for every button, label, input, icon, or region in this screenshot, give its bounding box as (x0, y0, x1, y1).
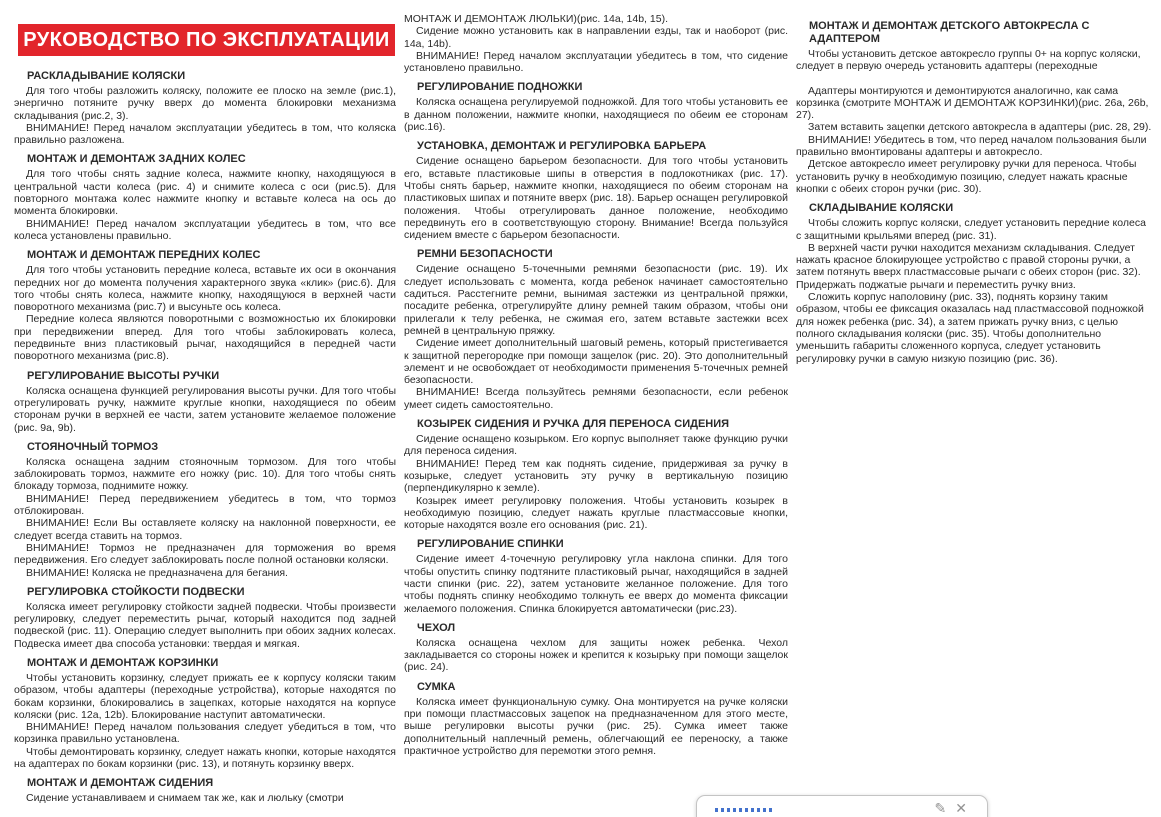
paragraph-gap (796, 73, 1153, 85)
paragraph: Чтобы установить корзинку, следует прижать ее к корпусу коляски таким образом, чтобы адаптеры (переходные устройства), которые находятся по бокам корзинки, блокировались в зацепках, которые находятся на корпусе коляски (рис. 12a, 12b). Блокирование наступит автоматически. (14, 671, 396, 721)
paragraph: Затем вставить зацепки детского автокресла в адаптеры (рис. 28, 29). (808, 121, 1152, 134)
paragraph: ВНИМАНИЕ! Перед началом эксплуатации убедитесь в том, что коляска правильно разложена. (14, 121, 396, 147)
section-heading: МОНТАЖ И ДЕМОНТАЖ СИДЕНИЯ (27, 777, 214, 790)
paragraph: Сидение оснащено козырьком. Его корпус выполняет также функцию ручки для переноса сидения. (404, 433, 788, 458)
paragraph: Сидение устанавливаем и снимаем так же, как и люльку (смотри (26, 792, 344, 805)
paragraph: Для того чтобы разложить коляску, положите ее плоско на земле (рис.1), энергично потяните ручку вверх до момента блокировки механизма складывания (рис.2, 3). (14, 85, 396, 122)
column-1 (14, 0, 396, 805)
paragraph: ВНИМАНИЕ! Тормоз не предназначен для торможения во время передвижения. Его следует заблокировать после полной остановки коляски. (14, 541, 396, 567)
paragraph: Адаптеры монтируются и демонтируются аналогично, как сама корзинка (смотрите МОНТАЖ И ДЕМОНТАЖ КОРЗИНКИ)(рис. 26a, 26b, 27). (796, 84, 1149, 122)
paragraph: Чтобы демонтировать корзинку, следует нажать кнопки, которые находятся на адаптерах по бокам корзинки (рис. 13), и потянуть корзинку вверх. (14, 745, 396, 771)
paragraph: Коляска оснащена регулируемой подножкой. Для того чтобы установить ее в данном положении, нажмите кнопки, находящиеся по обеим ее сторонам (рис.16). (404, 96, 788, 134)
popup-link-text-clipped[interactable] (715, 808, 773, 812)
paragraph: Чтобы установить детское автокресло группы 0+ на корпус коляски, следует в первую очередь установить адаптеры (переходные (796, 48, 1141, 73)
paragraph: Коляска оснащена чехлом для защиты ножек ребенка. Чехол закладывается со стороны ножек и крепится к козырьку при помощи защелок (рис. 24). (404, 636, 788, 674)
section-heading: РЕМНИ БЕЗОПАСНОСТИ (417, 248, 553, 261)
column-3 (796, 0, 1153, 365)
paragraph: Детское автокресло имеет регулировку ручки для переноса. Чтобы установить ручку в необходимую позицию, следует нажать красные кнопки с обеих сторон ручки (рис. 30). (796, 158, 1137, 195)
paragraph: Коляска оснащена задним стояночным тормозом. Для того чтобы заблокировать тормоз, нажмите его ножку (рис. 10). Для того чтобы снять блокаду тормоза, поднимите ножку. (14, 455, 396, 493)
paragraph: Чтобы сложить корпус коляски, следует установить передние колеса с защитными крыльями вперед (рис. 31). (796, 217, 1146, 242)
manual-title-banner (18, 24, 395, 56)
section-heading: МОНТАЖ И ДЕМОНТАЖ ПЕРЕДНИХ КОЛЕС (27, 249, 261, 262)
paragraph: Сидение имеет 4-точечную регулировку угла наклона спинки. Для того чтобы опустить спинку подтяните пластиковый рычаг, находящийся в задней части спинки (рис. 22), затем установите желанное положение. Для того чтобы поднять спинку необходимо толкнуть ее вверх до момента фиксации желаемого положения. Спинка блокируется автоматически (рис.23). (404, 553, 788, 615)
section-heading: РЕГУЛИРОВАНИЕ СПИНКИ (417, 538, 564, 551)
paragraph: ВНИМАНИЕ! Перед началом эксплуатации убедитесь в том, что сидение установлено правильно. (404, 49, 788, 75)
section-heading: СТОЯНОЧНЫЙ ТОРМОЗ (27, 440, 159, 453)
section-heading: МОНТАЖ И ДЕМОНТАЖ ЗАДНИХ КОЛЕС (27, 153, 246, 166)
paragraph: Для того чтобы установить передние колеса, вставьте их оси в окончания передних ног до момента получения характерного звука «клик» (рис.6). Для того чтобы снять колеса, нажмите кнопку, находящуюся в верхней части поворотного механизма (рис.7) и высуньте ось колеса. (14, 264, 396, 314)
paragraph: Козырек имеет регулировку положения. Чтобы установить козырек в необходимую позицию, следует нажать круглые пластмассовые кнопки, которые находятся возле его основания (рис. 21). (404, 494, 788, 532)
paragraph: В верхней части ручки находится механизм складывания. Следует нажать красное блокирующее устройство с правой стороны ручки, а затем потянуть вверх пластмассовые рычаги с обеих сторон (рис. 32). Придержать поджатые рычаги и переместить ручку вниз. (796, 241, 1141, 291)
section-heading: РЕГУЛИРОВАНИЕ ВЫСОТЫ РУЧКИ (27, 369, 220, 382)
paragraph: ВНИМАНИЕ! Убедитесь в том, что перед началом пользования были правильно вмонтированы адаптеры и автокресло. (796, 133, 1147, 159)
paragraph: ВНИМАНИЕ! Перед передвижением убедитесь в том, что тормоз отблокирован. (14, 492, 396, 518)
paragraph: Сидение оснащено барьером безопасности. Для того чтобы установить его, вставьте пластиковые шипы в отверстия в подлокотниках (рис. 17). Чтобы снять барьер, нажмите кнопки, находящиеся по обеим сторонам на пластиковых шипах и потяните вверх (рис. 18). Барьер оснащен регулировкой положения. Чтобы отрегулировать данное положение, необходимо передвинуть его в соответствующую сторону. Внимание! Всегда пользуйся сидением вместе с барьером безопасности. (404, 155, 788, 242)
section-heading: РАСКЛАДЫВАНИЕ КОЛЯСКИ (27, 70, 186, 82)
section-heading: МОНТАЖ И ДЕМОНТАЖ ДЕТСКОГО АВТОКРЕСЛА С АДАПТЕРОМ (809, 20, 1090, 45)
bottom-popup[interactable] (696, 795, 988, 817)
section-heading: СУМКА (417, 680, 456, 693)
edit-icon[interactable]: ✎ (934, 801, 947, 817)
paragraph: Сидение имеет дополнительный шаговый ремень, который пристегивается к защитной перегородке при помощи защелок (рис. 20). Это дополнительный элемент и не освобождает от необходимости применения 5-точечных ремней безопасности. (404, 337, 788, 387)
close-icon[interactable]: ✕ (955, 801, 967, 817)
paragraph: Коляска имеет регулировку стойкости задней подвески. Чтобы произвести регулировку, следует переместить рычаг, который находится под задней подвеской (рис. 11). Операцию следует выполнить при обоих задних колесах. Подвеска имеет два способа установки: твердая и мягкая. (14, 600, 396, 650)
section-heading: КОЗЫРЕК СИДЕНИЯ И РУЧКА ДЛЯ ПЕРЕНОСА СИДЕНИЯ (417, 418, 730, 431)
paragraph: Сидение можно установить как в направлении езды, так и наоборот (рис. 14a, 14b). (404, 25, 788, 50)
section-heading: РЕГУЛИРОВКА СТОЙКОСТИ ПОДВЕСКИ (27, 585, 245, 598)
section-heading: ЧЕХОЛ (417, 621, 456, 634)
column-2 (404, 0, 788, 757)
paragraph: ВНИМАНИЕ! Перед тем как поднять сидение, придерживая за ручку в козырьке, следует установить эту ручку в вертикальную позицию (перпендикулярно к земле). (404, 457, 788, 495)
paragraph: ВНИМАНИЕ! Перед началом пользования следует убедиться в том, что корзинка правильно установлена. (14, 721, 396, 746)
paragraph: Сложить корпус наполовину (рис. 33), поднять корзину таким образом, чтобы ее фиксация оказалась над пластмассовой подножкой для ножек ребенка (рис. 34), а затем прижать ручку вниз, с целью полного складывания коляски (рис. 35). Чтобы дополнительно уменьшить габариты сложенного корпуса, следует установить регулировку ручки в самую низкую позицию (рис. 36). (796, 291, 1144, 365)
manual-title: РУКОВОДСТВО ПО ЭКСПЛУАТАЦИИ (23, 28, 390, 51)
paragraph: ВНИМАНИЕ! Перед началом эксплуатации убедитесь в том, что все колеса установлены правильно. (14, 217, 396, 242)
section-heading: СКЛАДЫВАНИЕ КОЛЯСКИ (809, 202, 954, 215)
paragraph: Передние колеса являются поворотными с возможностью их блокировки при передвижении вперед. Для того чтобы заблокировать колеса, передвиньте вниз пластиковый рычаг, находящийся в передней части поворотного механизма (рис.8). (14, 313, 396, 363)
paragraph: Коляска оснащена функцией регулирования высоты ручки. Для того чтобы отрегулировать ручку, нажмите круглые кнопки, находящиеся по обеим сторонам ручки в верхней ее части, затем установите желаемое положение (рис. 9a, 9b). (14, 384, 396, 434)
paragraph: Коляска имеет функциональную сумку. Она монтируется на ручке коляски при помощи пластмассовых зацепок на предназначенном для этого месте, выше регулировки высоты ручки (рис. 25). Сумка имеет также дополнительный наплечный ремень, облегчающий ее переноску, а также практичное устройство для перемотки этого ремня. (404, 695, 788, 757)
section-heading: РЕГУЛИРОВАНИЕ ПОДНОЖКИ (417, 81, 583, 94)
section-heading: МОНТАЖ И ДЕМОНТАЖ КОРЗИНКИ (27, 656, 219, 669)
section-heading: УСТАНОВКА, ДЕМОНТАЖ И РЕГУЛИРОВКА БАРЬЕРА (417, 140, 707, 153)
paragraph: Для того чтобы снять задние колеса, нажмите кнопку, находящуюся в центральной части колеса (рис. 4) и снимите колеса с оси (рис.5). Для повторного монтажа колес нажмите кнопку и вставьте колеса на ось до момента блокировки. (14, 168, 396, 218)
paragraph: ВНИМАНИЕ! Коляска не предназначена для бегания. (26, 566, 288, 579)
paragraph: Сидение оснащено 5-точечными ремнями безопасности (рис. 19). Их следует использовать с момента, когда ребенок начинает самостоятельно садиться. Расстегните ремни, вынимая застежки из центральной пряжки, посадите ребенка, отрегулируйте длину ремней таким образом, чтобы они прилегали к телу ребенка, не сжимая его, затем вставьте застежки всех ремней в центральную пряжку. (404, 263, 788, 337)
popup-icons (935, 802, 967, 816)
paragraph: ВНИМАНИЕ! Всегда пользуйтесь ремнями безопасности, если ребенок умеет сидеть самостоятельно. (404, 386, 788, 411)
paragraph: МОНТАЖ И ДЕМОНТАЖ ЛЮЛЬКИ)(рис. 14a, 14b, 15). (404, 13, 668, 25)
paragraph: ВНИМАНИЕ! Если Вы оставляете коляску на наклонной поверхности, ее следует всегда ставить на тормоз. (14, 517, 396, 542)
